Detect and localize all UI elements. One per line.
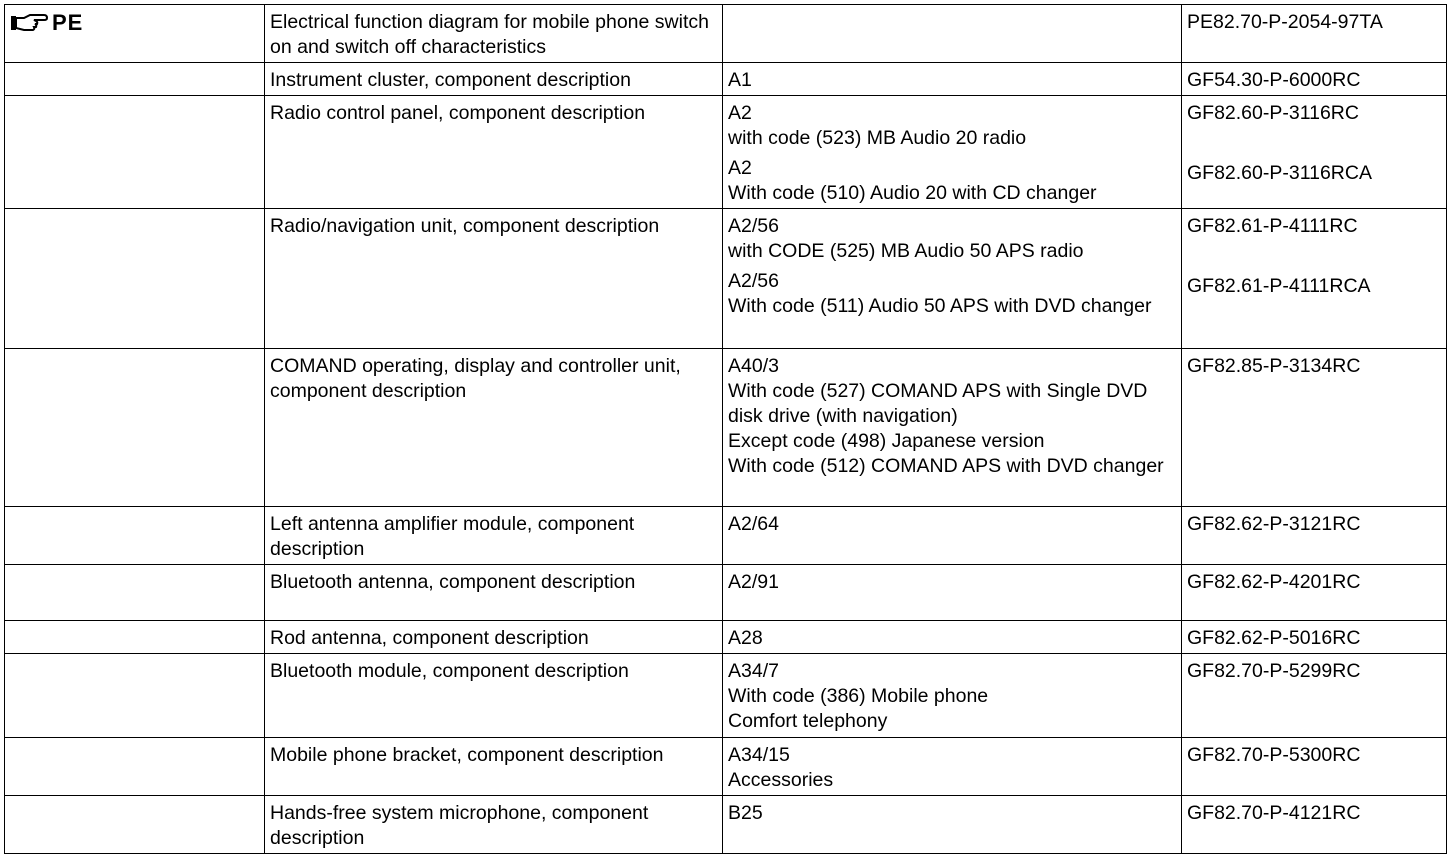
pe-marker (10, 10, 260, 35)
reference-table (4, 4, 1447, 854)
marker-cell (5, 507, 265, 565)
marker-cell (5, 621, 265, 654)
component-id: A28 (728, 627, 763, 649)
component-cell (723, 96, 1182, 209)
description-cell (265, 5, 723, 63)
table-row (5, 96, 1447, 209)
document-code: GF82.70-P-5300RC (1187, 744, 1361, 766)
condition-text: with code (523) MB Audio 20 radio (728, 127, 1027, 149)
document-code: GF82.62-P-3121RC (1187, 513, 1361, 535)
document-code: GF82.61-P-4111RC (1187, 215, 1358, 237)
marker-cell (5, 96, 265, 209)
table-row (5, 738, 1447, 796)
description-cell (265, 621, 723, 654)
component-cell (723, 349, 1182, 507)
table-row (5, 5, 1447, 63)
marker-cell (5, 738, 265, 796)
condition-text: With code (527) COMAND APS with Single DVD disk drive (with navigation) (728, 380, 1148, 427)
document-code: GF82.60-P-3116RC (1187, 102, 1359, 124)
component-cell (723, 209, 1182, 349)
marker-cell (5, 565, 265, 621)
condition-text: with CODE (525) MB Audio 50 APS radio (728, 240, 1084, 262)
condition-text: Comfort telephony (728, 710, 888, 732)
document-code-cell (1182, 654, 1447, 738)
table-row (5, 621, 1447, 654)
component-description: Hands-free system microphone, component description (270, 802, 649, 849)
component-cell (723, 621, 1182, 654)
component-id: A1 (728, 69, 752, 91)
component-description: Rod antenna, component description (270, 627, 589, 649)
table-row (5, 209, 1447, 349)
component-id: A2/64 (728, 513, 779, 535)
condition-text: With code (510) Audio 20 with CD changer (728, 182, 1097, 204)
marker-cell (5, 5, 265, 63)
component-cell (723, 565, 1182, 621)
component-description: Bluetooth antenna, component description (270, 571, 636, 593)
table-row (5, 654, 1447, 738)
component-id: A40/3 (728, 355, 779, 377)
document-code-cell (1182, 796, 1447, 854)
component-id: B25 (728, 802, 763, 824)
document-code: GF54.30-P-6000RC (1187, 69, 1361, 91)
component-description: COMAND operating, display and controller unit, component description (270, 355, 681, 402)
component-id: A34/15 (728, 744, 790, 766)
document-code-cell (1182, 738, 1447, 796)
marker-cell (5, 63, 265, 96)
marker-cell (5, 349, 265, 507)
component-cell (723, 507, 1182, 565)
marker-cell (5, 796, 265, 854)
component-description: Radio control panel, component description (270, 102, 646, 124)
document-code: GF82.62-P-4201RC (1187, 571, 1361, 593)
description-cell (265, 96, 723, 209)
condition-text: With code (386) Mobile phone (728, 685, 989, 707)
component-id: A2 (728, 102, 752, 124)
table-row (5, 796, 1447, 854)
description-cell (265, 738, 723, 796)
component-id: A2/56 (728, 215, 779, 237)
component-description: Electrical function diagram for mobile phone switch on and switch off characteristics (270, 11, 709, 58)
document-code: GF82.70-P-5299RC (1187, 660, 1361, 682)
component-cell (723, 738, 1182, 796)
document-code-cell (1182, 63, 1447, 96)
document-code: GF82.61-P-4111RCA (1187, 275, 1371, 297)
component-cell (723, 63, 1182, 96)
component-description: Bluetooth module, component description (270, 660, 629, 682)
document-code: PE82.70-P-2054-97TA (1187, 11, 1383, 33)
component-cell (723, 796, 1182, 854)
document-code-cell (1182, 349, 1447, 507)
component-description: Left antenna amplifier module, component description (270, 513, 635, 560)
condition-text: Except code (498) Japanese version (728, 430, 1045, 452)
document-code: GF82.60-P-3116RCA (1187, 162, 1372, 184)
description-cell (265, 507, 723, 565)
document-code-cell (1182, 507, 1447, 565)
component-id: A2/91 (728, 571, 779, 593)
component-cell (723, 654, 1182, 738)
component-cell (723, 5, 1182, 63)
condition-text: Accessories (728, 769, 834, 791)
description-cell (265, 654, 723, 738)
component-description: Instrument cluster, component description (270, 69, 631, 91)
table-row (5, 565, 1447, 621)
document-code: GF82.62-P-5016RC (1187, 627, 1361, 649)
marker-label: PE (52, 10, 84, 35)
condition-text: With code (511) Audio 50 APS with DVD changer (728, 295, 1152, 317)
document-code: GF82.85-P-3134RC (1187, 355, 1361, 377)
component-id: A34/7 (728, 660, 779, 682)
component-id: A2/56 (728, 270, 779, 292)
pointing-hand-icon (10, 13, 48, 33)
description-cell (265, 63, 723, 96)
document-code-cell (1182, 96, 1447, 209)
table-row (5, 349, 1447, 507)
component-id: A2 (728, 157, 752, 179)
table-row (5, 63, 1447, 96)
condition-text: With code (512) COMAND APS with DVD changer (728, 455, 1164, 477)
document-code-cell (1182, 209, 1447, 349)
component-description: Radio/navigation unit, component description (270, 215, 660, 237)
document-code-cell (1182, 621, 1447, 654)
table-row (5, 507, 1447, 565)
marker-cell (5, 209, 265, 349)
description-cell (265, 349, 723, 507)
component-description: Mobile phone bracket, component description (270, 744, 664, 766)
description-cell (265, 565, 723, 621)
document-code-cell (1182, 565, 1447, 621)
description-cell (265, 796, 723, 854)
document-code-cell (1182, 5, 1447, 63)
description-cell (265, 209, 723, 349)
marker-cell (5, 654, 265, 738)
document-code: GF82.70-P-4121RC (1187, 802, 1361, 824)
